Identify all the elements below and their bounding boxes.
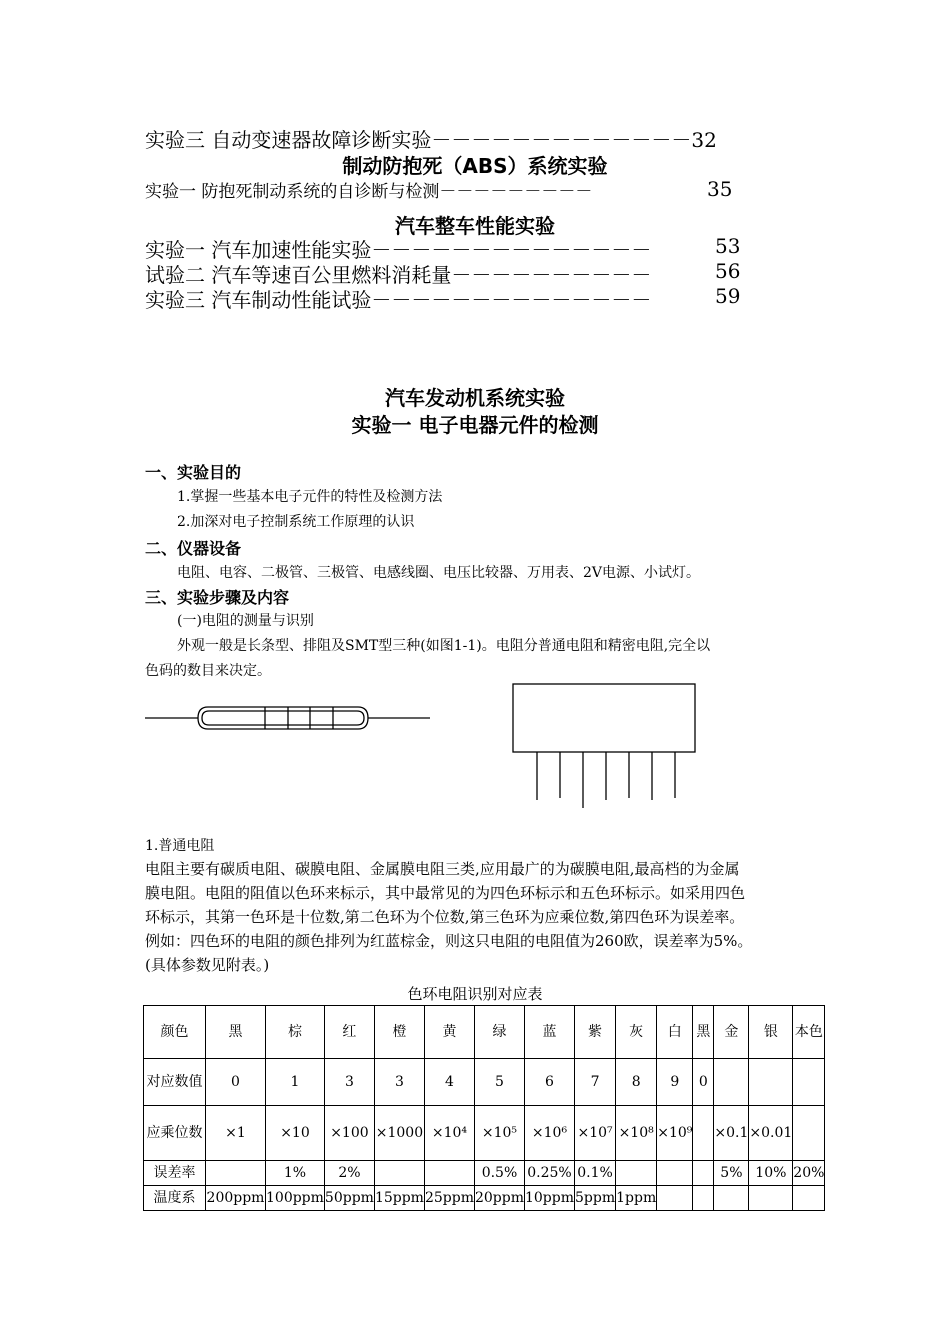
- table-cell: 2%: [324, 1161, 374, 1186]
- table-cell: ×10⁸: [616, 1106, 657, 1161]
- table-cell: ×0.01: [749, 1106, 793, 1161]
- table-cell: ×10⁷: [575, 1106, 616, 1161]
- table-cell: 5ppm: [575, 1186, 616, 1211]
- table-cell: 100ppm: [266, 1186, 325, 1211]
- table-cell: [793, 1106, 825, 1161]
- table-cell: [749, 1059, 793, 1106]
- row-header-cell: 误差率: [144, 1161, 206, 1186]
- table-cell: 绿: [474, 1006, 524, 1059]
- experiment-title: 实验一 电子电器元件的检测: [351, 413, 599, 437]
- table-cell: ×10⁶: [524, 1106, 574, 1161]
- table-cell: 8: [616, 1059, 657, 1106]
- table-cell: 7: [575, 1059, 616, 1106]
- table-cell: 橙: [374, 1006, 424, 1059]
- table-cell: 3: [374, 1059, 424, 1106]
- toc-entry: 实验三 汽车制动性能试验－－－－－－－－－－－－－－: [145, 288, 652, 312]
- table-cell: [693, 1161, 714, 1186]
- table-cell: 紫: [575, 1006, 616, 1059]
- table-cell: ×1: [206, 1106, 266, 1161]
- table-cell: 200ppm: [206, 1186, 266, 1211]
- table-cell: 0.25%: [524, 1161, 574, 1186]
- toc-section-heading: 汽车整车性能实验: [395, 214, 555, 238]
- table-cell: [374, 1161, 424, 1186]
- table-cell: 黄: [424, 1006, 474, 1059]
- table-cell: 棕: [266, 1006, 325, 1059]
- axial-resistor: [145, 707, 430, 729]
- table-cell: [714, 1059, 749, 1106]
- table-row: [144, 1186, 825, 1211]
- table-cell: 红: [324, 1006, 374, 1059]
- toc-page: 56: [715, 259, 741, 283]
- chapter-title: 汽车发动机系统实验: [385, 386, 565, 410]
- table-cell: 1: [266, 1059, 325, 1106]
- table-cell: 0: [206, 1059, 266, 1106]
- table-cell: 5: [474, 1059, 524, 1106]
- table-cell: [714, 1186, 749, 1211]
- row-header-cell: 应乘位数: [144, 1106, 206, 1161]
- row-header-cell: 对应数值: [144, 1059, 206, 1106]
- table-cell: [693, 1186, 714, 1211]
- paragraph-line: 例如：四色环的电阻的颜色排列为红蓝棕金，则这只电阻的电阻值为260欧，误差率为5%。: [145, 932, 753, 950]
- table-cell: 9: [657, 1059, 693, 1106]
- paragraph-line: 外观一般是长条型、排阻及SMT型三种(如图1-1)。电阻分普通电阻和精密电阻,完全以: [177, 638, 711, 654]
- table-cell: 蓝: [524, 1006, 574, 1059]
- toc-section-heading: 制动防抱死（ABS）系统实验: [342, 154, 608, 178]
- row-header-cell: 颜色: [144, 1006, 206, 1059]
- table-cell: 10ppm: [524, 1186, 574, 1211]
- toc-entry: 实验三 自动变速器故障诊断实验－－－－－－－－－－－－－32: [145, 128, 717, 152]
- table-row: [144, 1006, 825, 1059]
- table-cell: [657, 1161, 693, 1186]
- table-cell: 25ppm: [424, 1186, 474, 1211]
- table-cell: [424, 1161, 474, 1186]
- table-cell: 4: [424, 1059, 474, 1106]
- subsection-heading: (一)电阻的测量与识别: [177, 613, 314, 629]
- sip-resistor-network: [513, 684, 695, 808]
- table-cell: 白: [657, 1006, 693, 1059]
- resistor-figure: [140, 680, 740, 815]
- table-cell: [749, 1186, 793, 1211]
- table-cell: ×100: [324, 1106, 374, 1161]
- table-cell: 银: [749, 1006, 793, 1059]
- table-row: [144, 1161, 825, 1186]
- paragraph-line: (具体参数见附表。): [145, 956, 270, 974]
- row-header-cell: 温度系: [144, 1186, 206, 1211]
- toc-entry: 实验一 汽车加速性能实验－－－－－－－－－－－－－－: [145, 238, 652, 262]
- paragraph-line: 膜电阻。电阻的阻值以色环来标示，其中最常见的为四色环标示和五色环标示。如采用四色: [145, 884, 746, 902]
- table-cell: [616, 1161, 657, 1186]
- table-cell: ×10⁹: [657, 1106, 693, 1161]
- section-heading: 三、实验步骤及内容: [145, 588, 290, 607]
- table-cell: [693, 1106, 714, 1161]
- table-cell: 10%: [749, 1161, 793, 1186]
- table-cell: ×0.1: [714, 1106, 749, 1161]
- table-cell: 5%: [714, 1161, 749, 1186]
- objective-item: 2.加深对电子控制系统工作原理的认识: [177, 514, 415, 530]
- table-cell: 0.1%: [575, 1161, 616, 1186]
- table-cell: [793, 1186, 825, 1211]
- equipment-list: 电阻、电容、二极管、三极管、电感线圈、电压比较器、万用表、2V电源、小试灯。: [177, 565, 701, 581]
- table-cell: 本色: [793, 1006, 825, 1059]
- toc-page: 53: [715, 234, 741, 258]
- table-cell: 1ppm: [616, 1186, 657, 1211]
- table-cell: 黑: [693, 1006, 714, 1059]
- table-cell: 灰: [616, 1006, 657, 1059]
- table-cell: ×1000: [374, 1106, 424, 1161]
- table-cell: ×10⁴: [424, 1106, 474, 1161]
- objective-item: 1.掌握一些基本电子元件的特性及检测方法: [177, 489, 443, 505]
- paragraph-line: 电阻主要有碳质电阻、碳膜电阻、金属膜电阻三类,应用最广的为碳膜电阻,最高档的为金属: [145, 860, 740, 878]
- table-cell: ×10⁵: [474, 1106, 524, 1161]
- toc-entry: 试验二 汽车等速百公里燃料消耗量－－－－－－－－－－: [145, 263, 652, 287]
- color-code-table: [143, 1005, 825, 1211]
- subsection-heading: 1.普通电阻: [145, 838, 215, 854]
- table-cell: [206, 1161, 266, 1186]
- table-cell: 0.5%: [474, 1161, 524, 1186]
- table-cell: 15ppm: [374, 1186, 424, 1211]
- toc-entry: 实验一 防抱死制动系统的自诊断与检测－－－－－－－－－: [145, 182, 593, 202]
- table-cell: 20%: [793, 1161, 825, 1186]
- paragraph-line: 环标示，其第一色环是十位数,第二色环为个位数,第三色环为应乘位数,第四色环为误差率。: [145, 908, 745, 926]
- section-heading: 一、实验目的: [145, 463, 242, 482]
- table-cell: 黑: [206, 1006, 266, 1059]
- table-cell: 20ppm: [474, 1186, 524, 1211]
- table-row: [144, 1106, 825, 1161]
- table-cell: ×10: [266, 1106, 325, 1161]
- table-cell: 3: [324, 1059, 374, 1106]
- table-cell: 0: [693, 1059, 714, 1106]
- toc-page: 59: [715, 284, 741, 308]
- table-row: [144, 1059, 825, 1106]
- table-caption: 色环电阻识别对应表: [407, 985, 543, 1003]
- table-cell: 6: [524, 1059, 574, 1106]
- table-cell: 金: [714, 1006, 749, 1059]
- table-cell: 1%: [266, 1161, 325, 1186]
- paragraph-line: 色码的数目来决定。: [145, 663, 271, 679]
- table-cell: [657, 1186, 693, 1211]
- section-heading: 二、仪器设备: [145, 539, 242, 558]
- table-cell: 50ppm: [324, 1186, 374, 1211]
- table-cell: [793, 1059, 825, 1106]
- toc-page: 35: [707, 177, 733, 201]
